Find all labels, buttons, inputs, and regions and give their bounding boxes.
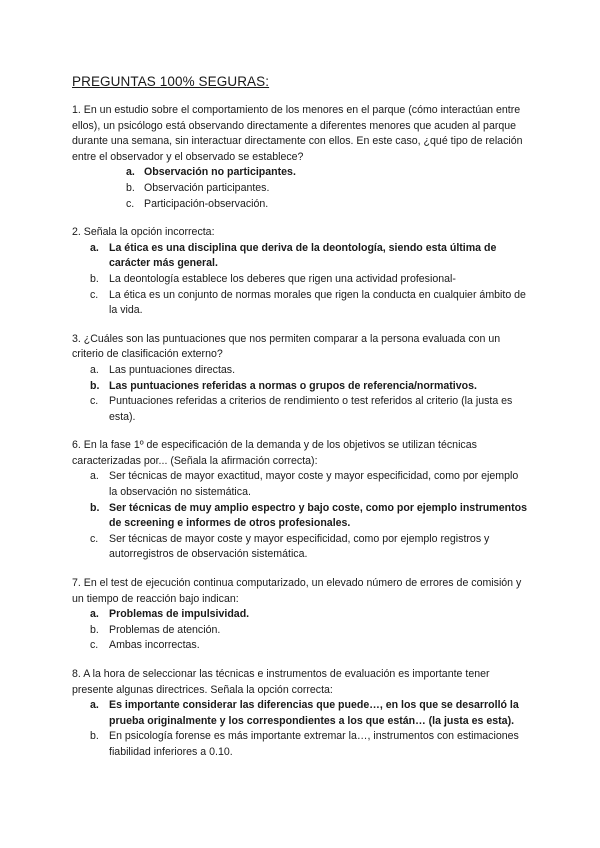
option-letter: a. (90, 470, 99, 483)
option-letter: c. (126, 197, 135, 210)
option-a (72, 241, 528, 272)
option-text: Ser técnicas de mayor coste y mayor especificidad, como por ejemplo registros y autorregistros de observación sistemática. (109, 532, 490, 561)
option-letter: b. (126, 181, 135, 194)
option-list (72, 165, 528, 212)
question-text: 6. En la fase 1º de especificación de la demanda y de los objetivos se utilizan técnicas caracterizadas por... (Señala la afirmación correcta): (72, 439, 477, 467)
option-list (72, 469, 528, 563)
question-1 (72, 103, 528, 212)
option-letter: a. (90, 363, 99, 376)
option-c (72, 638, 528, 654)
option-text: Ser técnicas de muy amplio espectro y bajo coste, como por ejemplo instrumentos de screening e informes de otros profesionales. (109, 501, 527, 530)
option-text: Problemas de atención. (109, 623, 221, 636)
option-text: La deontología establece los deberes que rigen una actividad profesional- (109, 272, 456, 285)
question-7 (72, 576, 528, 654)
question-2 (72, 225, 528, 319)
option-text: Puntuaciones referidas a criterios de rendimiento o test referidos al criterio (la justa es esta). (109, 395, 513, 423)
question-text: 1. En un estudio sobre el comportamiento de los menores en el parque (cómo interactúan entre ellos), un psicólogo está observando directamente a diferentes menores que acuden al parque durante una semana, sin interactuar directamente con ellos. En este caso, ¿qué tipo de relación entre el observador y el observado se establece? (72, 104, 523, 163)
option-a (72, 469, 528, 500)
option-letter: b. (90, 501, 100, 514)
option-letter: a. (126, 166, 135, 179)
option-text: Es importante considerar las diferencias que puede…, en los que se desarrolló la prueba originalmente y los correspondientes a los que están… (la justa es esta). (109, 699, 519, 727)
option-letter: c. (90, 639, 99, 652)
option-text: Ambas incorrectas. (109, 639, 200, 652)
option-text: Problemas de impulsividad. (109, 608, 250, 621)
option-text: Ser técnicas de mayor exactitud, mayor coste y mayor especificidad, como por ejemplo la observación no sistemática. (109, 470, 519, 499)
question-text: 8. A la hora de seleccionar las técnicas e instrumentos de evaluación es importante tener presente algunas directrices. Señala la opción correcta: (72, 668, 490, 696)
question-8 (72, 667, 528, 761)
option-a (72, 607, 528, 623)
option-b (72, 272, 528, 288)
option-text: En psicología forense es más importante extremar la…, instrumentos con estimaciones fiabilidad inferiores a 0.10. (109, 730, 519, 758)
option-letter: b. (90, 272, 99, 285)
option-a (72, 698, 528, 729)
page-title: PREGUNTAS 100% SEGURAS: (72, 74, 270, 89)
option-list (72, 607, 528, 654)
option-letter: b. (90, 623, 99, 636)
option-c (72, 288, 528, 319)
option-letter: c. (90, 395, 99, 408)
option-b (72, 729, 528, 760)
question-6 (72, 438, 528, 563)
option-b (72, 181, 528, 197)
option-letter: a. (90, 608, 99, 621)
option-letter: b. (90, 379, 100, 392)
option-list (72, 241, 528, 319)
option-list (72, 363, 528, 425)
question-text: 3. ¿Cuáles son las puntuaciones que nos permiten comparar a la persona evaluada con un criterio de clasificación externo? (72, 332, 501, 361)
option-c (72, 532, 528, 563)
option-text: Las puntuaciones directas. (109, 363, 236, 376)
option-text: La ética es una disciplina que deriva de la deontología, siendo esta última de carácter más general. (109, 241, 497, 270)
option-text: Observación participantes. (144, 181, 270, 194)
option-b (72, 379, 528, 395)
option-b (72, 501, 528, 532)
option-list (72, 698, 528, 760)
option-letter: b. (90, 730, 99, 743)
question-text: 7. En el test de ejecución continua computarizado, un elevado número de errores de comisión y un tiempo de reacción bajo indican: (72, 577, 522, 605)
option-a (72, 363, 528, 379)
question-text: 2. Señala la opción incorrecta: (72, 226, 215, 239)
option-text: La ética es un conjunto de normas morales que rigen la conducta en cualquier ámbito de la vida. (109, 288, 526, 317)
option-letter: c. (90, 532, 99, 545)
question-3 (72, 332, 528, 426)
option-text: Las puntuaciones referidas a normas o grupos de referencia/normativos. (109, 379, 477, 392)
option-b (72, 623, 528, 639)
option-c (72, 197, 528, 213)
option-text: Observación no participantes. (144, 166, 296, 179)
option-c (72, 394, 528, 425)
option-a (72, 165, 528, 181)
option-letter: a. (90, 699, 99, 712)
option-letter: a. (90, 241, 99, 254)
option-letter: c. (90, 288, 99, 301)
option-text: Participación-observación. (144, 197, 269, 210)
